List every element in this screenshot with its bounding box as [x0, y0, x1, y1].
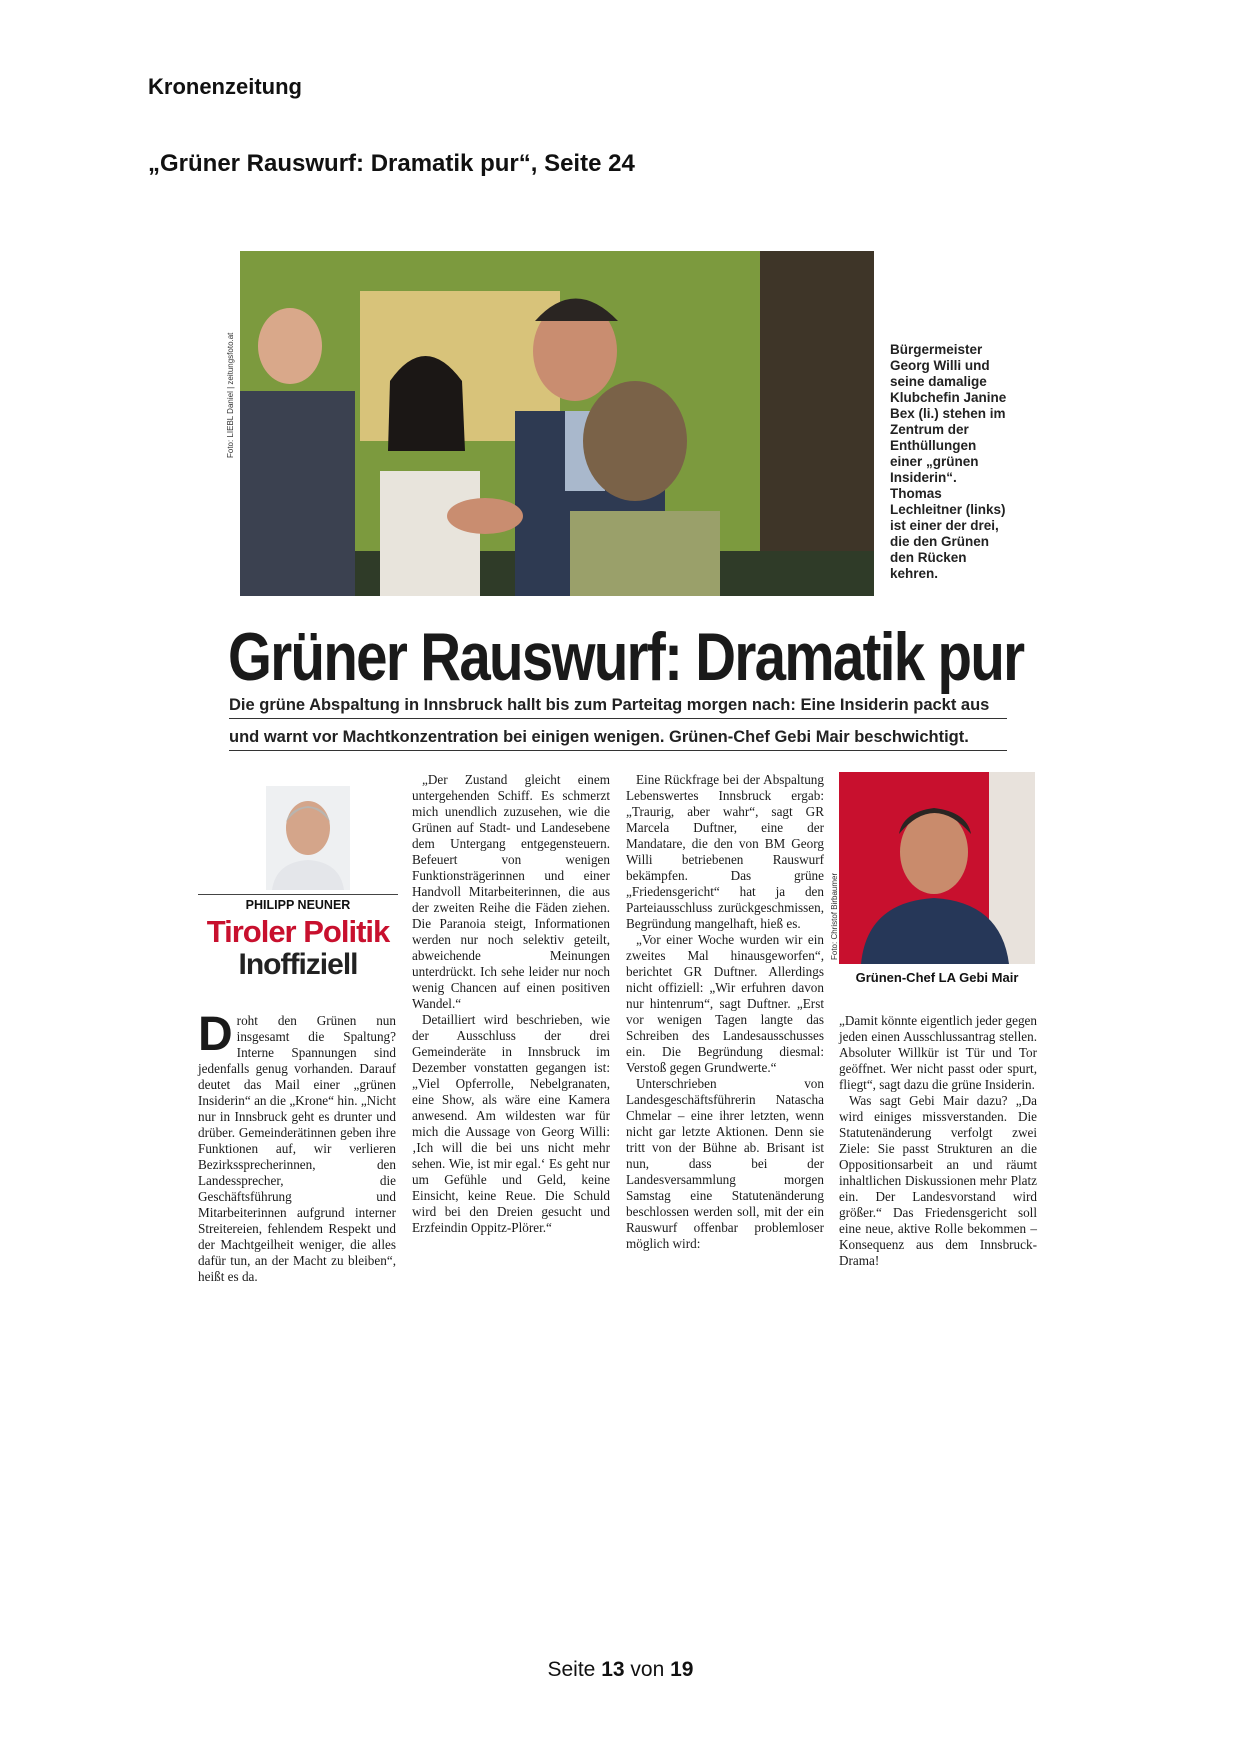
page-label: Seite — [547, 1658, 596, 1681]
main-photo-illustration — [240, 251, 874, 596]
document-title: „Grüner Rauswurf: Dramatik pur“, Seite 24 — [148, 150, 635, 177]
page-current: 13 — [601, 1658, 625, 1681]
main-photo — [240, 251, 874, 596]
mair-photo-caption: Grünen-Chef LA Gebi Mair — [855, 970, 1019, 985]
paragraph: Was sagt Gebi Mair dazu? „Da wird einiges missverstanden. Die Statutenänderung verfolgt zwei Ziele: Sie passt Strukturen an die Oppositionsarbeit an und räumt inhaltlichen Diskussionen mehr Platz ein. Der Landesvorstand wird größer.“ Das Friedensgericht soll eine neue, aktive Rolle bekommen – Konsequenz aus dem Innsbruck-Drama! — [839, 1093, 1037, 1268]
paragraph: Eine Rückfrage bei der Abspaltung Lebenswertes Innsbruck ergab: „Traurig, aber wahr“, sagt GR Marcela Duftner, eine der Mandatare, die den von BM Georg Willi betriebenen Rauswurf bekämpfen. Das grüne „Friedensgericht“ hat ja den Parteiausschluss zurückgeschmissen, Begründung mangelhaft, hieß es. — [626, 772, 824, 931]
page-total: 19 — [670, 1658, 694, 1681]
text-column-4 — [839, 1013, 1037, 1269]
paragraph: „Vor einer Woche wurden wir ein zweites Mal hinausgeworfen“, berichtet GR Duftner. Allerdings nicht offiziell: „Wir erfuhren davon nur hintenrum“, sagt Duftner. „Erst vor wenigen Tagen langte das Schreiben des Landesausschusses ein. Die Begründung diesmal: Verstoß gegen Grundwerte.“ — [626, 932, 824, 1075]
column-subtitle: Inoffiziell — [238, 948, 358, 981]
main-photo-caption: Bürgermeister Georg Willi und seine damalige Klubchefin Janine Bex (li.) stehen im Zentrum der Enthüllungen einer „grünen Insiderin“. Thomas Lechleitner (links) ist einer der drei, die den Grünen den Rücken kehren. — [890, 342, 1007, 581]
paragraph: „Damit könnte eigentlich jeder gegen jeden einen Ausschlussantrag stellen. Absoluter Willkür ist Tür und Tor geöffnet. Wer nicht passt oder spurt, fliegt“, sagt dazu die grüne Insiderin. — [839, 1013, 1037, 1092]
article-subline-1: Die grüne Abspaltung in Innsbruck hallt bis zum Parteitag morgen nach: Eine Insiderin packt aus — [229, 696, 1007, 719]
drop-cap: D — [198, 1008, 233, 1061]
paragraph: Detailliert wird beschrieben, wie der Ausschluss der drei Gemeinderäte in Innsbruck im Dezember vonstatten gegangen ist: „Viel Opferrolle, Nebelgranaten, eine Show, als wäre eine Kamera anwesend. Am wildesten war für mich die Aussage von Georg Willi: ‚Ich will die bei uns nicht mehr sehen. Wie, ist mir egal.‘ Es geht nur um Gefühle und Geld, keine Einsicht, keine Reue. Die Schuld wird bei den Dreien gesucht und Erzfeindin Oppitz-Plörer.“ — [412, 1012, 610, 1235]
article-subline-2: und warnt vor Machtkonzentration bei einigen wenigen. Grünen-Chef Gebi Mair beschwichtigt. — [229, 728, 1007, 751]
mair-portrait — [839, 772, 1035, 964]
text-column-3 — [626, 772, 824, 1252]
paragraph: roht den Grünen nun insgesamt die Spaltung? Interne Spannungen sind jedenfalls genug vorhanden. Darauf deutet das Mail einer „grünen Insiderin“ an die „Krone“ hin. „Nicht nur in Innsbruck geht es drunter und drüber. Gemeinderätinnen geben ihre Funktionen auf, wir verlieren Bezirkssprecherinnen, den Landessprecher, die Geschäftsführung und Mitarbeiterinnen aufgrund interner Streitereien, fehlendem Respekt und der Machtgeilheit weniger, die alles dafür tun, an der Macht zu bleiben“, heißt es da. — [198, 1013, 396, 1284]
column-name: Tiroler Politik — [206, 914, 390, 949]
mair-photo — [839, 772, 1035, 964]
author-divider — [198, 894, 398, 895]
text-column-2 — [412, 772, 610, 1236]
author-portrait — [266, 786, 350, 890]
paragraph: „Der Zustand gleicht einem untergehenden Schiff. Es schmerzt mich unendlich zuzusehen, wie die Grünen auf Stadt- und Landesebene dem Untergang entgegensteuern. Befeuert von wenigen Funktionsträgerinnen und einer Handvoll Mitarbeiterinnen, die aus der zweiten Reihe die Fäden ziehen. Die Paranoia steigt, Informationen werden nur noch selektiv geteilt, abweichende Meinungen unterdrückt. Ich sehe leider nur noch wenig Chancen auf einen positiven Wandel.“ — [412, 772, 610, 1011]
photo-credit-mair: Foto: Christof Birbaumer — [830, 872, 839, 960]
text-column-1 — [198, 1008, 396, 1285]
page-separator: von — [630, 1658, 665, 1681]
article-headline: Grüner Rauswurf: Dramatik pur — [228, 619, 1024, 695]
page-footer — [0, 1658, 1241, 1682]
photo-credit-main: Foto: LIEBL Daniel | zeitungsfoto.at — [226, 332, 235, 458]
paragraph: Unterschrieben von Landesgeschäftsführerin Natascha Chmelar – eine ihrer letzten, wenn nicht gar letzte Aktionen. Denn sie tritt von der Bühne ab. Brisant ist nun, dass bei der Landesversammlung morgen Samstag eine Statutenänderung beschlossen werden soll, mit der ein Rauswurf offenbar problemloser möglich wird: — [626, 1076, 824, 1251]
author-photo — [266, 786, 350, 890]
author-name: PHILIPP NEUNER — [245, 898, 351, 912]
document-source: Kronenzeitung — [148, 74, 302, 99]
